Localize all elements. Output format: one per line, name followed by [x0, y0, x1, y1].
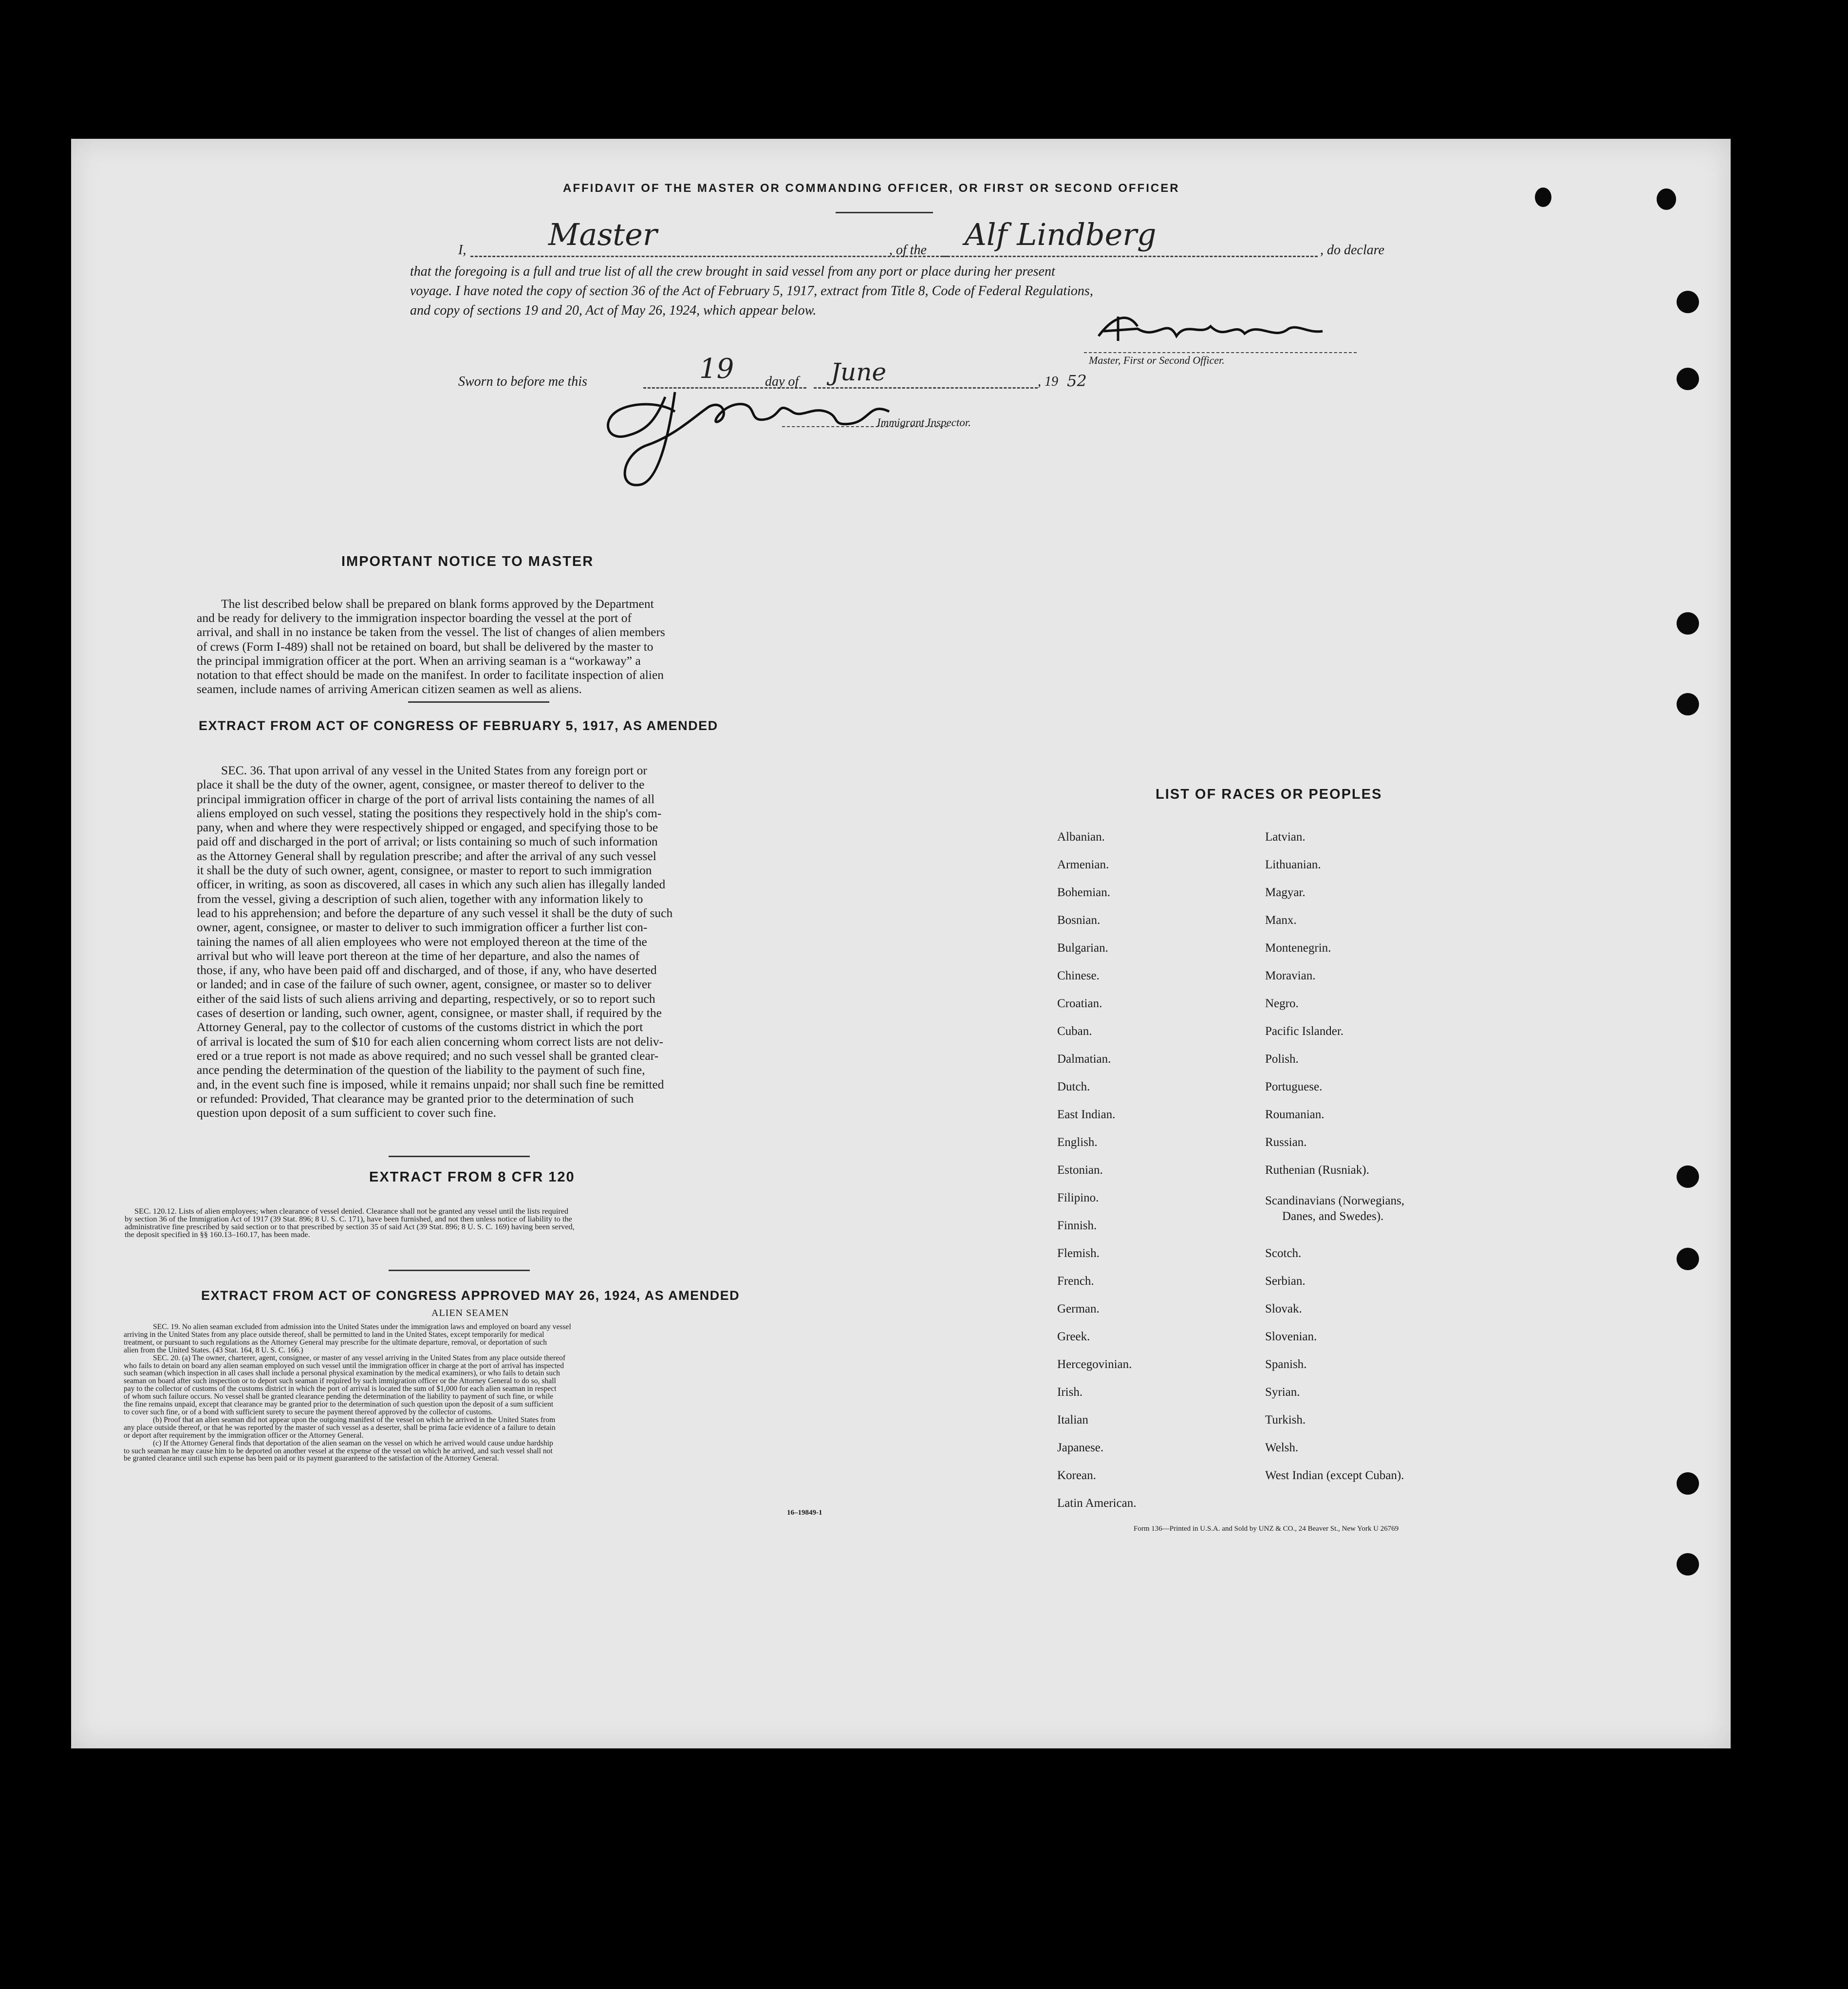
printer-footer: Form 136—Printed in U.S.A. and Sold by UNZ & CO., 24 Beaver St., New York U 26769: [1134, 1525, 1399, 1533]
extract-1917-line: owner, agent, consignee, or master to deliver to such immigration officer a further list con-: [197, 920, 648, 935]
extract-cfr-body: [125, 1207, 909, 1238]
extract-1924-line: (b) Proof that an alien seaman did not appear upon the outgoing manifest of the vessel on which he arrived in the United States from: [153, 1415, 556, 1424]
day-handwriting: 19: [699, 353, 734, 385]
punch-hole: [1677, 1248, 1699, 1270]
race-item: Cuban.: [1057, 1025, 1092, 1038]
affidavit-title: AFFIDAVIT OF THE MASTER OR COMMANDING OFFICER, OR FIRST OR SECOND OFFICER: [563, 182, 1180, 195]
document-page: [71, 139, 1731, 1748]
extract-1917-line: Attorney General, pay to the collector of customs of the customs district in which the port: [197, 1020, 643, 1034]
race-item: Lithuanian.: [1265, 858, 1321, 871]
race-item: Latin American.: [1057, 1497, 1137, 1510]
race-item: Manx.: [1265, 914, 1297, 927]
race-item: Syrian.: [1265, 1386, 1300, 1399]
extract-1924-subtitle: ALIEN SEAMEN: [431, 1308, 509, 1318]
notice-body: [197, 597, 825, 696]
punch-hole: [1657, 188, 1676, 210]
extract-1917-line: principal immigration officer in charge of the port of arrival lists containing the names of all: [197, 791, 655, 806]
race-item: Magyar.: [1265, 886, 1306, 899]
extract-cfr-line: the deposit specified in §§ 160.13–160.17, has been made.: [125, 1230, 310, 1239]
extract-1924-line: of whom such failure occurs. No vessel shall be granted clearance pending the determination of the liability to payment of such fine, or while: [124, 1392, 554, 1401]
extract-1917-line: ered or a true report is not made as above required; and no such vessel shall be granted clear-: [197, 1048, 659, 1063]
day-of-label: day of: [765, 374, 799, 389]
extract-1924-line: to cover such fine, or of a bond with sufficient surety to secure the payment thereof approved by the collector of customs.: [124, 1407, 493, 1416]
notice-line: the principal immigration officer at the port. When an arriving seaman is a “workaway” a: [197, 653, 641, 668]
punch-hole: [1677, 1165, 1699, 1188]
vessel-handwriting: Alf Lindberg: [965, 217, 1157, 252]
extract-1924-line: arriving in the United States from any place outside thereof, shall be permitted to land in the United States, except temporarily for medical: [124, 1330, 544, 1339]
race-item: Hercegovinian.: [1057, 1358, 1132, 1371]
inspector-caption: Immigrant Inspector.: [877, 416, 971, 429]
race-item: Dalmatian.: [1057, 1052, 1111, 1066]
notice-line: arrival, and shall in no instance be taken from the vessel. The list of changes of alien members: [197, 625, 665, 639]
extract-1917-title: EXTRACT FROM ACT OF CONGRESS OF FEBRUARY 5, 1917, AS AMENDED: [199, 718, 718, 733]
master-name-line: [470, 256, 948, 257]
year-handwriting: 52: [1067, 372, 1087, 390]
punch-hole: [1677, 612, 1699, 635]
race-item: Bohemian.: [1057, 886, 1111, 899]
extract-1924-line: any place outside thereof, or that he was reported by the master of such vessel as a deserter, shall be prima facie evidence of a failure to detain: [124, 1423, 556, 1432]
extract-1917-line: question upon deposit of a sum sufficient to cover such fine.: [197, 1106, 496, 1120]
extract-1924-line: SEC. 19. No alien seaman excluded from admission into the United States under the immigration laws and employed on board any vessel: [153, 1323, 571, 1331]
extract-1924-line: pay to the collector of customs of the customs district in which the port of arrival is located the sum of $1,000 for each alien seaman in respect: [124, 1385, 557, 1393]
extract-cfr-line: administrative fine prescribed by said section or to that prescribed by section 35 of said Act (39 Stat. 896; 8 U. S. C. 169) having been served,: [125, 1222, 575, 1231]
race-item: Italian: [1057, 1413, 1088, 1426]
notice-line: seamen, include names of arriving American citizen seamen as well as aliens.: [197, 682, 582, 696]
extract-cfr-title: EXTRACT FROM 8 CFR 120: [369, 1169, 575, 1185]
affidavit-body-line2: voyage. I have noted the copy of section 36 of the Act of February 5, 1917, extract from Title 8, Code of Federal Regulations,: [410, 283, 1093, 299]
race-item: Bulgarian.: [1057, 941, 1108, 955]
race-item: Turkish.: [1265, 1413, 1306, 1426]
divider: [408, 701, 549, 703]
race-item: Pacific Islander.: [1265, 1025, 1344, 1038]
do-declare-label: , do declare: [1320, 243, 1384, 258]
race-item: Polish.: [1265, 1052, 1299, 1066]
extract-1924-line: to such seaman he may cause him to be deported on another vessel at the expense of the vessel on which he arrived, and such vessel shall not: [124, 1446, 553, 1455]
race-item: Filipino.: [1057, 1191, 1099, 1204]
i-label: I,: [458, 243, 467, 258]
race-item: Welsh.: [1265, 1441, 1299, 1454]
race-item: Armenian.: [1057, 858, 1109, 871]
punch-hole: [1677, 693, 1699, 715]
extract-1924-line: who fails to detain on board any alien seaman employed on such vessel until the immigration officer in charge at the port of arrival has inspected: [124, 1361, 564, 1370]
race-item: Portuguese.: [1265, 1080, 1323, 1093]
inspector-signature: [597, 382, 948, 494]
punch-hole: [1677, 1472, 1699, 1495]
notice-line: and be ready for delivery to the immigration inspector boarding the vessel at the port of: [197, 611, 632, 625]
race-item: Japanese.: [1057, 1441, 1104, 1454]
extract-1924-line: or deport after requirement by the immigration officer or the Attorney General.: [124, 1431, 364, 1440]
extract-1924-line: seaman on board after such inspection or to deport such seaman if required by such immigration officer or the Attorney General to do so, shall: [124, 1377, 556, 1386]
extract-1917-line: cases of desertion or landing, such owner, agent, consignee, or master shall, if required by the: [197, 1006, 662, 1020]
race-item: Serbian.: [1265, 1275, 1306, 1288]
extract-1924-body: [124, 1323, 908, 1463]
punch-hole: [1535, 188, 1551, 207]
race-item: Scandinavians (Norwegians,: [1265, 1194, 1405, 1207]
extract-1917-body: [197, 763, 825, 1120]
race-item: Scotch.: [1265, 1247, 1302, 1260]
race-item: Russian.: [1265, 1136, 1307, 1149]
extract-cfr-line: by section 36 of the Immigration Act of 1917 (39 Stat. 896; 8 U. S. C. 171), have been furnished, and not then unless notice of liability to the: [125, 1214, 572, 1223]
of-the-label: , of the: [889, 243, 927, 258]
notice-title: IMPORTANT NOTICE TO MASTER: [341, 554, 594, 569]
officer-caption: Master, First or Second Officer.: [1089, 354, 1225, 366]
year-prefix: , 19: [1038, 374, 1058, 389]
extract-1924-line: (c) If the Attorney General finds that deportation of the alien seaman on the vessel on which he arrived would cause undue hardship: [153, 1439, 553, 1447]
extract-1917-line: lead to his apprehension; and before the departure of any such vessel it shall be the duty of such: [197, 905, 673, 920]
extract-1917-line: from the vessel, giving a description of such alien, together with any information likely to: [197, 891, 643, 906]
affidavit-body-line3: and copy of sections 19 and 20, Act of May 26, 1924, which appear below.: [410, 303, 817, 318]
race-item: German.: [1057, 1302, 1100, 1315]
race-item: Chinese.: [1057, 969, 1100, 982]
extract-1917-line: pany, when and where they were respectively shipped or engaged, and specifying those to be: [197, 820, 658, 835]
extract-1917-line: as the Attorney General shall by regulation prescribe; and after the arrival of any such vessel: [197, 848, 656, 863]
race-item: English.: [1057, 1136, 1098, 1149]
master-signature: [1084, 307, 1357, 351]
race-item: Albanian.: [1057, 830, 1105, 844]
extract-1924-line: SEC. 20. (a) The owner, charterer, agent, consignee, or master of any vessel arriving in the United States from any place outside thereof: [153, 1353, 566, 1362]
notice-line: of crews (Form I-489) shall not be retained on board, but shall be delivered by the master to: [197, 639, 653, 654]
notice-line: The list described below shall be prepared on blank forms approved by the Department: [221, 597, 654, 611]
race-item: Slovenian.: [1265, 1330, 1317, 1343]
vessel-name-line: [943, 256, 1318, 257]
race-item: Irish.: [1057, 1386, 1083, 1399]
race-item: Finnish.: [1057, 1219, 1097, 1232]
punch-hole: [1677, 291, 1699, 313]
races-title: LIST OF RACES OR PEOPLES: [1156, 787, 1382, 802]
race-item: West Indian (except Cuban).: [1265, 1469, 1404, 1482]
extract-1917-line: taining the names of all alien employees who were not employed thereon at the time of the: [197, 934, 647, 949]
extract-1917-line: it shall be the duty of such owner, agent, consignee, or master to report to such immigration: [197, 863, 652, 878]
extract-1917-line: either of the said lists of such aliens arriving and departing, respectively, or so to report such: [197, 991, 655, 1006]
race-item: Greek.: [1057, 1330, 1090, 1343]
race-item: Moravian.: [1265, 969, 1316, 982]
extract-1924-line: such seaman (which inspection in all cases shall include a personal physical examination by the medical examiners), or who fails to detain such: [124, 1369, 560, 1378]
extract-cfr-line: SEC. 120.12. Lists of alien employees; when clearance of vessel denied. Clearance shall not be granted any vessel until the lists required: [134, 1206, 569, 1216]
extract-1917-line: or refunded: Provided, That clearance may be granted prior to the determination of such: [197, 1091, 634, 1106]
form-code: 16–19849-1: [787, 1509, 822, 1517]
extract-1917-line: those, if any, who have been paid off and discharged, and of those, if any, who have deserted: [197, 963, 657, 977]
race-item: Ruthenian (Rusniak).: [1265, 1163, 1369, 1177]
extract-1917-line: or landed; and in case of the failure of such owner, agent, consignee, or master so to deliver: [197, 977, 652, 992]
extract-1917-line: officer, in writing, as soon as discovered, all cases in which any such alien has illegally landed: [197, 877, 666, 892]
race-item: Montenegrin.: [1265, 941, 1331, 955]
extract-1917-line: of arrival is located the sum of $10 for each alien concerning whom correct lists are not deliv-: [197, 1034, 664, 1049]
notice-line: notation to that effect should be made on the manifest. In order to facilitate inspection of alien: [197, 668, 664, 682]
race-item: Dutch.: [1057, 1080, 1090, 1093]
month-handwriting: June: [831, 358, 887, 386]
extract-1917-line: and, in the event such fine is imposed, while it remains unpaid; nor shall such fine be remitted: [197, 1077, 664, 1091]
race-item: Roumanian.: [1265, 1108, 1325, 1121]
extract-1917-line: ance pending the determination of the question of the liability to the payment of such fine,: [197, 1063, 645, 1077]
extract-1917-line: aliens employed on such vessel, stating the positions they respectively hold in the ship's com-: [197, 806, 662, 820]
extract-1924-line: treatment, or pursuant to such regulations as the Attorney General may prescribe for the ultimate departure, removal, or deportation of such: [124, 1338, 547, 1347]
master-handwriting: Master: [548, 217, 657, 252]
race-item: Spanish.: [1265, 1358, 1307, 1371]
race-item: Estonian.: [1057, 1163, 1103, 1177]
race-item: Latvian.: [1265, 830, 1306, 844]
race-item: Negro.: [1265, 997, 1299, 1010]
extract-1917-line: arrival but who will leave port thereon at the time of her departure, and also the names of: [197, 948, 640, 963]
extract-1924-title: EXTRACT FROM ACT OF CONGRESS APPROVED MAY 26, 1924, AS AMENDED: [201, 1288, 740, 1303]
extract-1924-line: be granted clearance until such expense has been paid or its payment guaranteed to the satisfaction of the Attorney General.: [124, 1454, 499, 1463]
race-item: Danes, and Swedes).: [1282, 1210, 1384, 1223]
race-item: Bosnian.: [1057, 914, 1101, 927]
extract-1917-line: SEC. 36. That upon arrival of any vessel in the United States from any foreign port or: [221, 763, 647, 777]
race-item: Korean.: [1057, 1469, 1096, 1482]
extract-1917-line: paid off and discharged in the port of arrival; or lists containing so much of such information: [197, 834, 658, 849]
divider: [836, 212, 933, 213]
affidavit-body-line1: that the foregoing is a full and true list of all the crew brought in said vessel from any port or place during her present: [410, 264, 1055, 279]
race-item: Croatian.: [1057, 997, 1102, 1010]
race-item: Slovak.: [1265, 1302, 1302, 1315]
race-item: French.: [1057, 1275, 1094, 1288]
divider: [389, 1270, 530, 1271]
master-signature-line: [1084, 352, 1357, 353]
extract-1924-line: the fine remains unpaid, except that clearance may be granted prior to the determination of such question upon the deposit of a sum sufficient: [124, 1400, 554, 1409]
race-item: East Indian.: [1057, 1108, 1116, 1121]
punch-hole: [1677, 368, 1699, 390]
extract-1917-line: place it shall be the duty of the owner, agent, consignee, or master thereof to deliver to the: [197, 777, 645, 792]
divider: [389, 1156, 530, 1157]
race-item: Flemish.: [1057, 1247, 1100, 1260]
sworn-label: Sworn to before me this: [458, 374, 587, 389]
punch-hole: [1677, 1553, 1699, 1576]
extract-1924-line: alien from the United States. (43 Stat. 164, 8 U. S. C. 166.): [124, 1346, 303, 1354]
